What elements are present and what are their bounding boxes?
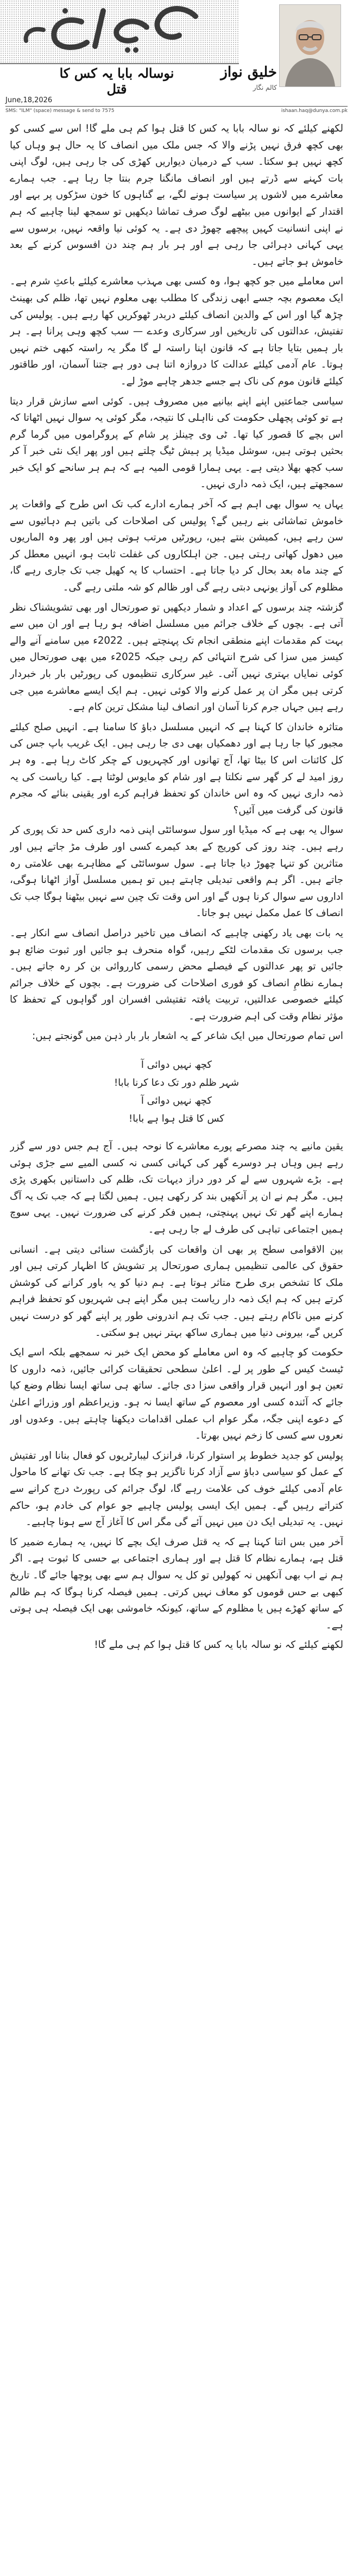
article-body	[10, 121, 343, 2556]
article-paragraph: اس معاملے میں جو کچھ ہوا، وہ کسی بھی مہذب معاشرے کیلئے باعثِ شرم ہے۔ ایک معصوم بچہ جسے ابھی زندگی کا مطلب بھی معلوم نہیں تھا، ظلم کی بھینٹ چڑھ گیا اور اس کے والدین انصاف کیلئے دربدر ٹھوکریں کھا رہے ہیں۔ پولیس کی تفتیش، عدالتوں کی تاریخیں اور سرکاری وعدے — سب کچھ وہی پرانا ہے۔ ہر بار ہمیں بتایا جاتا ہے کہ قانون اپنا راستہ لے گا مگر یہ راستہ کبھی ختم نہیں ہوتا۔ عام آدمی کیلئے عدالت کا دروازہ اتنا ہی دور ہے جتنا آسمان، اور طاقتور کیلئے قانون موم کی ناک ہے جسے جدھر چاہے موڑ لے۔	[10, 276, 343, 387]
author-byline: کالم نگار	[253, 84, 277, 91]
header-divider	[5, 106, 348, 107]
poem-line: شہر ظلم دور تک دعا کرنا بابا!	[114, 1077, 239, 1089]
poem-line: کچھ نہیں دوائی آ	[141, 1095, 212, 1107]
author-portrait-icon	[280, 5, 341, 86]
author-photo	[279, 4, 341, 87]
article-paragraph: گزشتہ چند برسوں کے اعداد و شمار دیکھیں تو صورتحال اور بھی تشویشناک نظر آتی ہے۔ بچوں کے خلاف جرائم میں مسلسل اضافہ ہو رہا ہے اور ان میں سے بہت کم مقدمات اپنے منطقی انجام تک پہنچتے ہیں۔ 2022ء میں سامنے آنے والے کیسز میں سزا کی شرح انتہائی کم رہی جبکہ 2025ء میں بھی صورتحال میں کوئی نمایاں بہتری نہیں آئی۔ غیر سرکاری تنظیموں کی رپورٹیں بار بار خبردار کرتی ہیں مگر ان پر عمل کرنے والا کوئی نہیں۔ ہم ایک ایسے معاشرے میں جی رہے ہیں جہاں جرم کرنا آسان اور انصاف لینا مشکل ترین کام ہے۔	[10, 601, 343, 713]
article-paragraph: یہاں یہ سوال بھی اہم ہے کہ آخر ہمارے ادارے کب تک اس طرح کے واقعات پر خاموش تماشائی بنے رہیں گے؟ پولیس کی اصلاحات کی باتیں ہم دہائیوں سے سن رہے ہیں، کمیشن بنتے ہیں، رپورٹیں مرتب ہوتی ہیں اور پھر وہ الماریوں میں دھول کھاتی رہتی ہیں۔ جن اہلکاروں کی غفلت ثابت ہو، انہیں معطل کر کے چند ماہ بعد بحال کر دیا جاتا ہے۔ احتساب کا یہ کھیل جب تک جاری رہے گا، مظلوم کی آواز یونہی دبتی رہے گی اور ظالم کو شہ ملتی رہے گی۔	[10, 499, 343, 594]
article-paragraph: سوال یہ بھی ہے کہ میڈیا اور سول سوسائٹی اپنی ذمہ داری کس حد تک پوری کر رہے ہیں۔ چند روز کی کوریج کے بعد کیمرے کسی اور طرف مڑ جاتے ہیں اور متاثرین کو تنہا چھوڑ دیا جاتا ہے۔ سول سوسائٹی کے مظاہرے بھی علامتی رہ جاتے ہیں۔ اگر ہم واقعی تبدیلی چاہتے ہیں تو ہمیں مسلسل آواز اٹھانا ہوگی، اداروں سے سوال کرنا ہوں گے اور اس وقت تک چین سے نہیں بیٹھنا ہوگا جب تک انصاف کا عمل مکمل نہیں ہو جاتا۔	[10, 824, 343, 919]
article-paragraph: بین الاقوامی سطح پر بھی ان واقعات کی بازگشت سنائی دیتی ہے۔ انسانی حقوق کی عالمی تنظیمیں ہماری صورتحال پر تشویش کا اظہار کرتی ہیں اور ملک کا تشخص بری طرح متاثر ہوتا ہے۔ ہم دنیا کو یہ باور کرانے کی کوشش کرتے ہیں کہ ہم ایک ذمہ دار ریاست ہیں مگر اپنے ہی شہریوں کو تحفظ فراہم کرنے میں ناکام رہتے ہیں۔ جب تک ہم اندرونی طور پر اپنے گھر کو درست نہیں کریں گے، بیرونی دنیا میں ہماری ساکھ بہتر نہیں ہو سکتی۔	[10, 1243, 343, 1339]
author-email: ishaan.haq@dunya.com.pk	[281, 108, 348, 114]
article-paragraph: متاثرہ خاندان کا کہنا ہے کہ انہیں مسلسل دباؤ کا سامنا ہے۔ انہیں صلح کیلئے مجبور کیا جا رہا ہے اور دھمکیاں بھی دی جا رہی ہیں۔ ایک غریب باپ جس کی کل کائنات اس کا بیٹا تھا، آج تھانوں اور کچہریوں کے چکر کاٹ رہا ہے۔ وہ ہر روز امید لے کر گھر سے نکلتا ہے اور شام کو مایوس لوٹتا ہے۔ کیا ریاست کی یہ ذمہ داری نہیں کہ وہ اس خاندان کو تحفظ فراہم کرے اور یقینی بنائے کہ مجرم قانون کی گرفت میں آئیں؟	[10, 721, 343, 816]
column-header	[0, 0, 353, 117]
newspaper-logo-icon	[0, 0, 239, 65]
poem-line: کچھ نہیں دوائی آ	[141, 1059, 212, 1071]
publish-date: June,18,2026	[5, 96, 53, 104]
article-paragraph: آخر میں بس اتنا کہنا ہے کہ یہ قتل صرف ایک بچے کا نہیں، یہ ہمارے ضمیر کا قتل ہے، ہمارے نظام کا قتل ہے اور ہماری اجتماعی بے حسی کا ثبوت ہے۔ اگر ہم نے اب بھی آنکھیں نہ کھولیں تو کل یہ سوال ہم سے بھی پوچھا جائے گا۔ تاریخ کبھی بے حس قوموں کو معاف نہیں کرتی۔ ہمیں فیصلہ کرنا ہوگا کہ ہم ظالم کے ساتھ کھڑے ہیں یا مظلوم کے ساتھ، کیونکہ خاموشی بھی ایک فیصلہ ہی ہوتی ہے۔	[10, 1536, 343, 1631]
article-paragraph: یقین مانیے یہ چند مصرعے پورے معاشرے کا نوحہ ہیں۔ آج ہم جس دور سے گزر رہے ہیں وہاں ہر دوسرے گھر کی کہانی کسی نہ کسی المیے سے جڑی ہوئی ہے۔ بڑے شہروں سے لے کر دور دراز دیہات تک، ظلم کی داستانیں بکھری پڑی ہیں۔ مگر ہم نے ان پر آنکھیں بند کر رکھی ہیں۔ ہمیں لگتا ہے کہ جب تک یہ آگ ہمارے اپنے گھر تک نہیں پہنچتی، ہمیں فکر کرنے کی ضرورت نہیں۔ یہی سوچ ہمیں اجتماعی تباہی کی طرف لے جا رہی ہے۔	[10, 1141, 343, 1236]
article-paragraph: پولیس کو جدید خطوط پر استوار کرنا، فرانزک لیبارٹریوں کو فعال بنانا اور تفتیش کے عمل کو سیاسی دباؤ سے آزاد کرنا ناگزیر ہو چکا ہے۔ جب تک تھانے کا ماحول عام آدمی کیلئے خوف کی علامت رہے گا، لوگ جرائم کی رپورٹ درج کرانے سے کتراتے رہیں گے۔ ہمیں ایک ایسی پولیس چاہیے جو عوام کی خادم ہو، حاکم نہیں۔ یہ تبدیلی ایک دن میں نہیں آئے گی مگر اس کا آغاز آج سے ہونا چاہیے۔	[10, 1449, 343, 1528]
author-name: خلیق نواز	[220, 64, 277, 80]
dateline-bar	[0, 95, 353, 117]
article-closing-line: لکھنے کیلئے کہ نو سالہ بابا یہ کس کا قتل ہوا کم ہی ملے گا!	[94, 1639, 343, 1651]
article-paragraph: اس تمام صورتحال میں ایک شاعر کے یہ اشعار بار بار ذہن میں گونجتے ہیں:	[32, 1030, 343, 1042]
masthead-logo	[0, 0, 239, 65]
sms-instruction: SMS: "ILM" (space) message & send to 7575	[5, 108, 115, 114]
poem-line: کس کا قتل ہوا ہے بابا!	[129, 1113, 224, 1125]
article-paragraph: لکھنے کیلئے کہ نو سالہ بابا یہ کس کا قتل ہوا کم ہی ملے گا! اس سے کسی کو بھی کچھ فرق نہیں پڑنے والا کہ جس ملک میں انصاف کا یہ حال ہو وہاں کیا کچھ نہیں ہو سکتا۔ سب کے درمیان دیواریں کھڑی کی جا رہی ہیں، لوگ اپنی بات کہنے سے ڈرتے ہیں اور انصاف مانگنا جرم بنتا جا رہا ہے۔ جب ہمارے معاشرے میں لاشوں پر سیاست ہونے لگے، بے گناہوں کا خون سڑکوں پر بہے اور اقتدار کے ایوانوں میں بیٹھے لوگ صرف تماشا دیکھیں تو سمجھ لینا چاہیے کہ ہم نے اپنی انسانیت کہیں پیچھے چھوڑ دی ہے۔ یہ کوئی نیا واقعہ نہیں، برسوں سے یہی کہانی دہرائی جا رہی ہے اور ہر بار ہم چند دن افسوس کرنے کے بعد خاموش ہو جاتے ہیں۔	[10, 123, 343, 267]
column-title: نوسالہ بابا یہ کس کا قتل	[59, 65, 174, 97]
article-paragraph: حکومت کو چاہیے کہ وہ اس معاملے کو محض ایک خبر نہ سمجھے بلکہ اسے ایک ٹیسٹ کیس کے طور پر لے۔ اعلیٰ سطحی تحقیقات کرائی جائیں، ذمہ داروں کا تعین ہو اور انہیں قرار واقعی سزا دی جائے۔ ساتھ ہی ساتھ ایسا نظام وضع کیا جائے کہ آئندہ کسی اور معصوم کے ساتھ ایسا نہ ہو۔ وزیراعظم اور وزرائے اعلیٰ کے دعوے اپنی جگہ، مگر عوام اب عملی اقدامات دیکھنا چاہتے ہیں۔ وعدوں اور نعروں سے کسی کا زخم نہیں بھرتا۔	[10, 1347, 343, 1442]
article-paragraph: سیاسی جماعتیں اپنے اپنے بیانیے میں مصروف ہیں۔ کوئی اسے سازش قرار دیتا ہے تو کوئی پچھلی حکومت کی نااہلی کا نتیجہ، مگر کوئی یہ سوال نہیں اٹھاتا کہ اس بچے کا قصور کیا تھا۔ ٹی وی چینلز پر شام کے پروگراموں میں گرما گرم بحثیں ہوتی ہیں، سوشل میڈیا پر ہیش ٹیگ چلتے ہیں اور پھر ایک نئی خبر آ کر سب کچھ بھلا دیتی ہے۔ یہی ہمارا قومی المیہ ہے کہ ہم ہر سانحے کو ایک خبر سمجھتے ہیں، ایک ذمہ داری نہیں۔	[10, 395, 343, 490]
article-paragraph: یہ بات بھی یاد رکھنی چاہیے کہ انصاف میں تاخیر دراصل انصاف سے انکار ہے۔ جب برسوں تک مقدمات لٹکے رہیں، گواہ منحرف ہو جائیں اور ثبوت ضائع ہو جائیں تو پھر عدالتوں کے فیصلے محض رسمی کارروائی بن کر رہ جاتے ہیں۔ ہمارے نظامِ انصاف کو فوری اصلاحات کی ضرورت ہے۔ بچوں کے خلاف جرائم کیلئے خصوصی عدالتیں، تربیت یافتہ تفتیشی افسران اور گواہوں کے تحفظ کا مؤثر نظام وقت کی اہم ضرورت ہے۔	[10, 927, 343, 1022]
poem-block	[10, 1056, 343, 1128]
